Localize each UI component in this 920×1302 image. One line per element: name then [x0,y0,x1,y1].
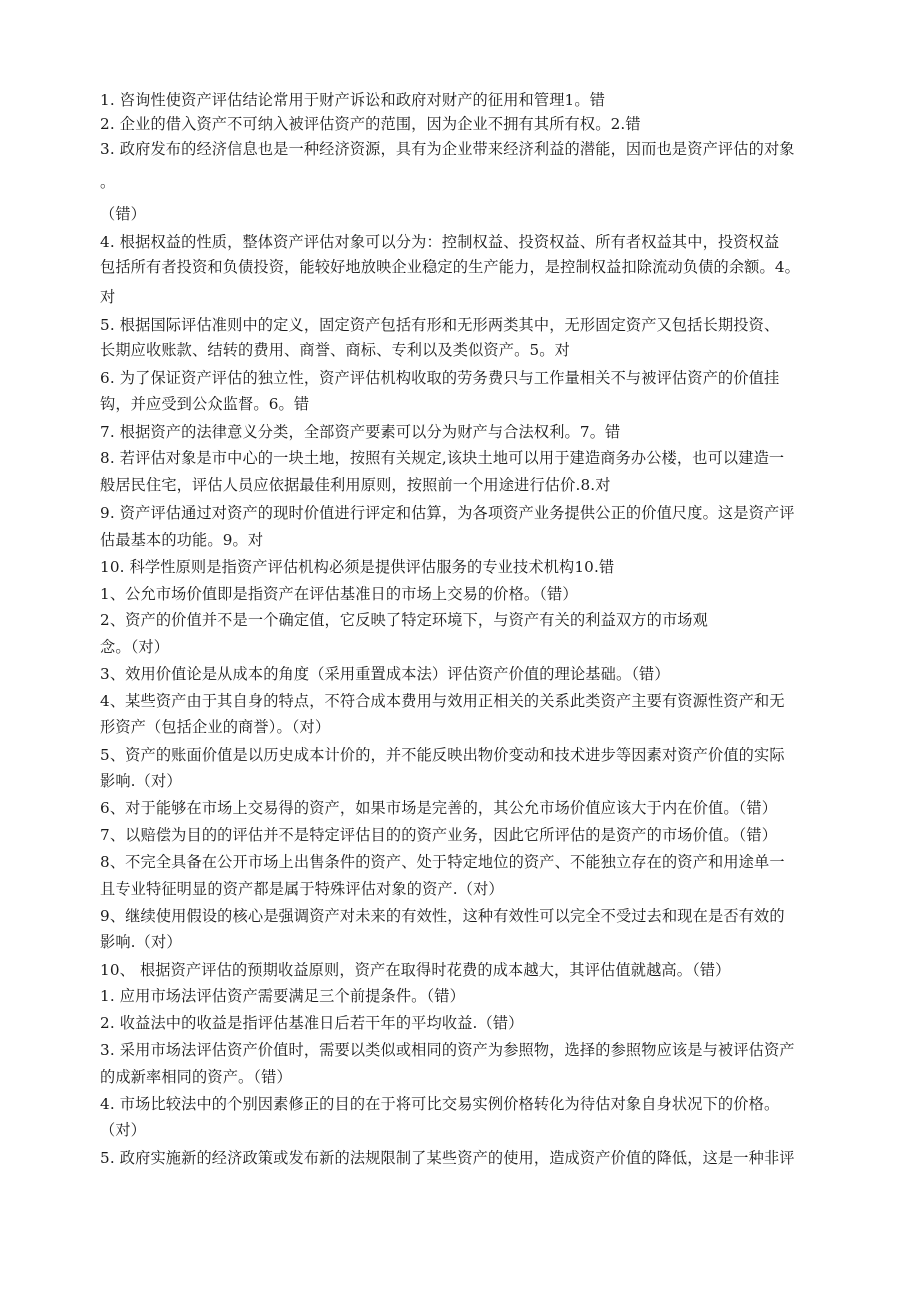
text-line: 估最基本的功能。9。对 [100,531,264,549]
text-line: 3. 政府发布的经济信息也是一种经济资源，具有为企业带来经济利益的潜能，因而也是资产评估的对象 [100,140,795,158]
text-line: 包括所有者投资和负债投资，能较好地放映企业稳定的生产能力，是控制权益扣除流动负债的余额。4。 [100,258,800,276]
text-line: 钩，并应受到公众监督。6。错 [100,395,310,413]
text-line: 3. 采用市场法评估资产价值时，需要以类似或相同的资产为参照物，选择的参照物应该是与被评估资产 [100,1041,795,1059]
text-line: 5. 政府实施新的经济政策或发布新的法规限制了某些资产的使用，造成资产价值的降低，这是一种非评 [100,1149,795,1167]
text-line: 且专业特征明显的资产都是属于特殊评估对象的资产.（对） [100,880,504,898]
text-line: 形资产（包括企业的商誉）。（对） [100,718,331,736]
text-line: （对） [100,1121,147,1139]
text-line: 4. 根据权益的性质，整体资产评估对象可以分为：控制权益、投资权益、所有者权益其中，投资权益 [100,233,780,251]
text-line: 4、某些资产由于其自身的特点，不符合成本费用与效用正相关的关系此类资产主要有资源性资产和无 [100,692,785,710]
text-line: 7、以赔偿为目的的评估并不是特定评估目的的资产业务，因此它所评估的是资产的市场价值。（错） [100,826,778,844]
text-line: 5. 根据国际评估准则中的定义，固定资产包括有形和无形两类其中，无形固定资产又包括长期投资、 [100,316,780,334]
text-line: （错） [100,205,147,223]
text-line: 念。（对） [100,638,170,656]
text-line: 1、公允市场价值即是指资产在评估基准日的市场上交易的价格。（错） [100,585,578,603]
text-line: 2、资产的价值并不是一个确定值，它反映了特定环境下，与资产有关的利益双方的市场观 [100,611,708,629]
text-line: 4. 市场比较法中的个别因素修正的目的在于将可比交易实例价格转化为待估对象自身状况下的价格。 [100,1095,780,1113]
text-line: 。 [100,173,116,191]
text-line: 2. 收益法中的收益是指评估基准日后若干年的平均收益.（错） [100,1014,524,1032]
text-line: 8. 若评估对象是市中心的一块土地，按照有关规定,该块土地可以用于建造商务办公楼，也可以建造一 [100,449,785,467]
text-line: 2. 企业的借入资产不可纳入被评估资产的范围，因为企业不拥有其所有权。2.错 [100,115,641,133]
text-line: 8、不完全具备在公开市场上出售条件的资产、处于特定地位的资产、不能独立存在的资产和用途单一 [100,853,785,871]
text-line: 对 [100,288,116,306]
text-line: 影响.（对） [100,933,182,951]
text-line: 9、继续使用假设的核心是强调资产对未来的有效性，这种有效性可以完全不受过去和现在是否有效的 [100,907,785,925]
text-line: 的成新率相同的资产。（错） [100,1068,292,1086]
text-line: 1. 咨询性使资产评估结论常用于财产诉讼和政府对财产的征用和管理1。错 [100,91,606,109]
text-line: 10. 科学性原则是指资产评估机构必须是提供评估服务的专业技术机构10.错 [100,558,615,576]
text-line: 7. 根据资产的法律意义分类，全部资产要素可以分为财产与合法权利。7。错 [100,423,621,441]
text-line: 10、 根据资产评估的预期收益原则，资产在取得时花费的成本越大，其评估值就越高。（错） [100,961,731,979]
text-line: 6、对于能够在市场上交易得的资产，如果市场是完善的，其公允市场价值应该大于内在价值。（错） [100,799,778,817]
text-line: 5、资产的账面价值是以历史成本计价的，并不能反映出物价变动和技术进步等因素对资产价值的实际 [100,746,785,764]
text-line: 影响.（对） [100,772,182,790]
text-line: 6. 为了保证资产评估的独立性，资产评估机构收取的劳务费只与工作量相关不与被评估资产的价值挂 [100,369,780,387]
text-line: 般居民住宅，评估人员应依据最佳利用原则，按照前一个用途进行估价.8.对 [100,476,611,494]
text-line: 3、效用价值论是从成本的角度（采用重置成本法）评估资产价值的理论基础。（错） [100,665,670,683]
text-line: 9. 资产评估通过对资产的现时价值进行评定和估算，为各项资产业务提供公正的价值尺度。这是资产评 [100,504,795,522]
text-line: 长期应收账款、结转的费用、商誉、商标、专利以及类似资产。5。对 [100,341,570,359]
text-line: 1. 应用市场法评估资产需要满足三个前提条件。（错） [100,987,465,1005]
